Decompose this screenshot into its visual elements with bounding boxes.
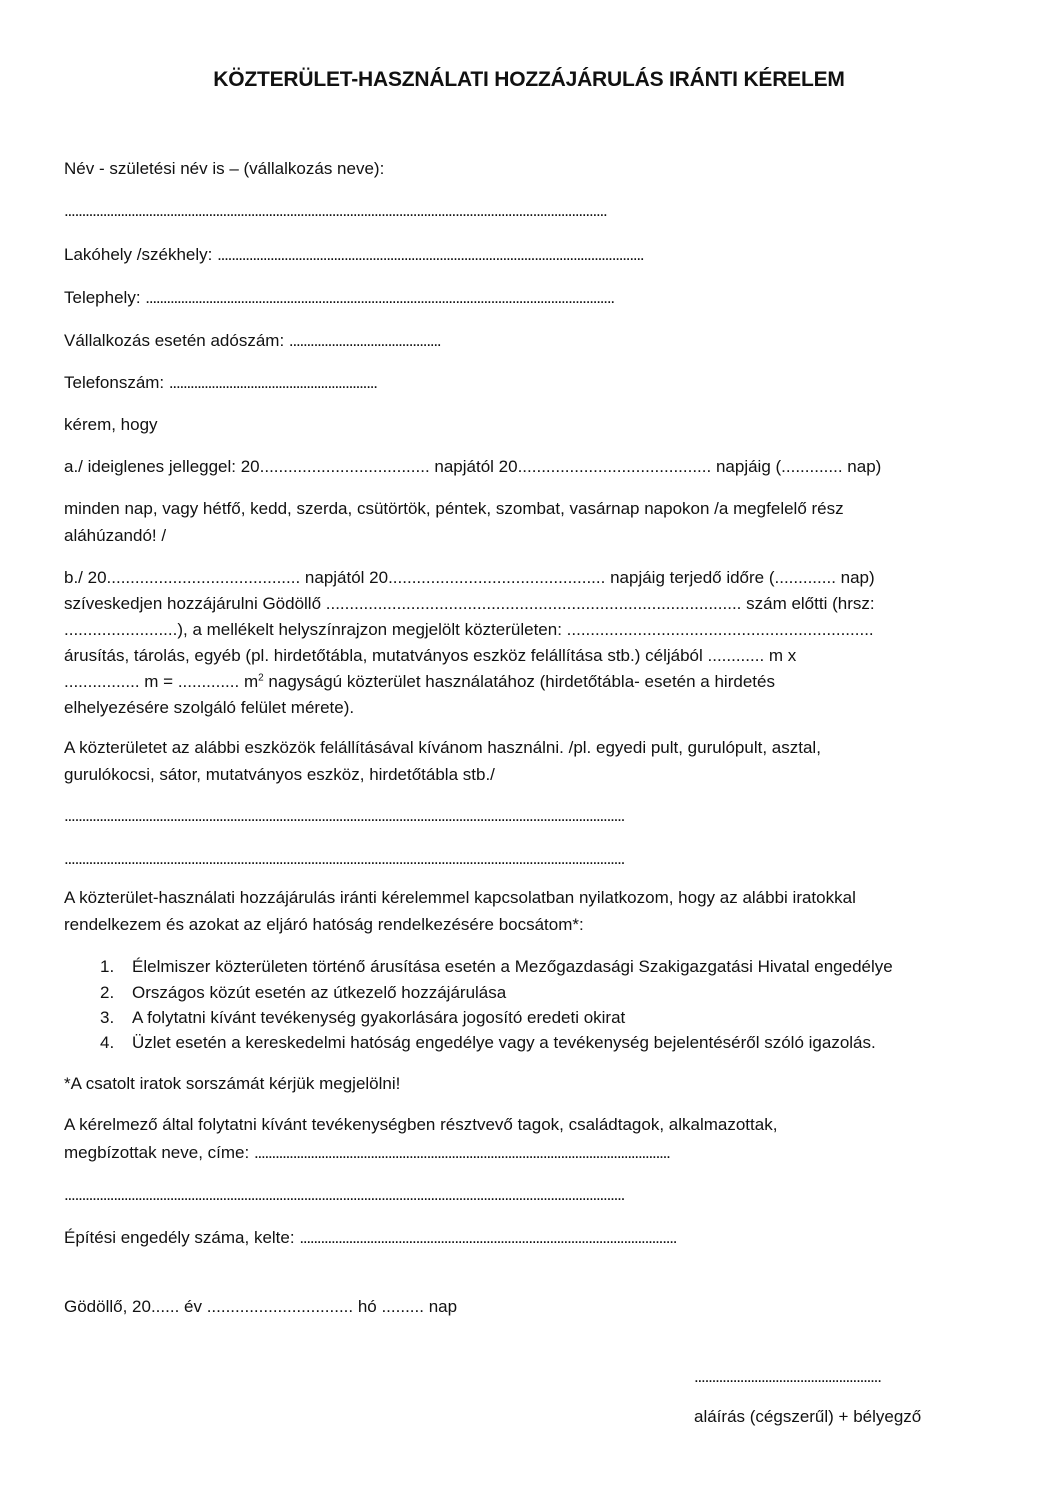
residence-row — [64, 244, 643, 266]
option-b-line2: szíveskedjen hozzájárulni Gödöllő ........................................................................................ szám előtti (hrsz: — [64, 594, 875, 613]
option-b-line6: elhelyezésére szolgáló felület mérete). — [64, 698, 355, 717]
signature-label: aláírás (cégszerűl) + bélyegző — [694, 1407, 922, 1426]
signature-field[interactable]: ..................................................... — [694, 1367, 881, 1386]
equipment-line2: gurulókocsi, sátor, mutatványos eszköz, hirdetőtábla stb./ — [64, 765, 495, 784]
site-field[interactable]: ..................................................................................................................................... — [145, 288, 614, 307]
phone-label: Telefonszám: — [64, 373, 165, 392]
phone-row — [64, 372, 377, 394]
permit-field[interactable]: ........................................................................................................... — [299, 1228, 677, 1247]
tax-field[interactable]: ........................................... — [288, 331, 441, 350]
footnote: *A csatolt iratok sorszámát kérjük megjelölni! — [64, 1074, 401, 1093]
option-b-line5 — [64, 671, 775, 693]
declaration-line2: rendelkezem és azokat az eljáró hatóság rendelkezésére bocsátom*: — [64, 915, 584, 934]
declaration-line1: A közterület-használati hozzájárulás iránti kérelemmel kapcsolatban nyilatkozom, hogy az alábbi iratokkal — [64, 888, 856, 907]
participants-field[interactable]: ...................................................................................................................... — [253, 1143, 670, 1162]
participants-line1: A kérelmező által folytatni kívánt tevékenységben résztvevő tagok, családtagok, alkalmazottak, — [64, 1115, 778, 1134]
tax-row — [64, 330, 440, 352]
option-a-line2: minden nap, vagy hétfő, kedd, szerda, csütörtök, péntek, szombat, vasárnap napokon /a megfelelő rész — [64, 499, 844, 518]
permit-label: Építési engedély száma, kelte: — [64, 1228, 295, 1247]
area-description: nagyságú közterület használatához (hirdetőtábla- esetén a hirdetés — [263, 672, 775, 691]
equipment-field-2[interactable]: ............................................................................................................................................................... — [64, 849, 625, 868]
tax-label: Vállalkozás esetén adószám: — [64, 331, 285, 350]
participants-field-2[interactable]: ............................................................................................................................................................... — [64, 1185, 625, 1204]
participants-row — [64, 1142, 670, 1164]
square-superscript: 2 — [258, 672, 264, 684]
equipment-field-1[interactable]: ............................................................................................................................................................... — [64, 806, 625, 825]
option-b-line4: árusítás, tárolás, egyéb (pl. hirdetőtábla, mutatványos eszköz felállítása stb.) céljából ............ m x — [64, 646, 797, 665]
residence-label: Lakóhely /székhely: — [64, 245, 213, 264]
option-a-line1: a./ ideiglenes jelleggel: 20.................................... napjától 20......................................... napjáig (............. nap) — [64, 457, 882, 476]
page-title: KÖZTERÜLET-HASZNÁLATI HOZZÁJÁRULÁS IRÁNTI KÉRELEM — [213, 68, 845, 91]
document-list-item: 2. Országos közút esetén az útkezelő hozzájárulása — [100, 983, 507, 1002]
permit-row — [64, 1227, 676, 1249]
document-list-item: 4. Üzlet esetén a kereskedelmi hatóság engedélye vagy a tevékenység bejelentéséről szóló igazolás. — [100, 1033, 876, 1052]
option-b-line3: ........................), a mellékelt helyszínrajzon megjelölt közterületen: ................................................................. — [64, 620, 874, 639]
area-dimensions[interactable]: ................ m = ............. m — [64, 672, 259, 691]
option-b-line1: b./ 20......................................... napjától 20.............................................. napjáig terjedő időre (............. nap) — [64, 568, 875, 587]
participants-label: megbízottak neve, címe: — [64, 1143, 250, 1162]
site-label: Telephely: — [64, 288, 141, 307]
site-row — [64, 287, 614, 309]
document-list-item: 1. Élelmiszer közterületen történő árusítása esetén a Mezőgazdasági Szakigazgatási Hivatal engedélye — [100, 957, 893, 976]
option-a-line3: aláhúzandó! / — [64, 526, 167, 545]
phone-field[interactable]: ........................................................... — [168, 373, 377, 392]
date-line[interactable]: Gödöllő, 20...... év ............................... hó ......... nap — [64, 1297, 458, 1316]
name-field[interactable]: .......................................................................................................................................................... — [64, 201, 607, 220]
name-label: Név - születési név is – (vállalkozás neve): — [64, 159, 385, 178]
equipment-line1: A közterületet az alábbi eszközök felállításával kívánom használni. /pl. egyedi pult, gurulópult, asztal, — [64, 738, 821, 757]
request-intro: kérem, hogy — [64, 415, 158, 434]
document-list-item: 3. A folytatni kívánt tevékenység gyakorlására jogosító eredeti okirat — [100, 1008, 626, 1027]
residence-field[interactable]: ......................................................................................................................... — [217, 245, 644, 264]
